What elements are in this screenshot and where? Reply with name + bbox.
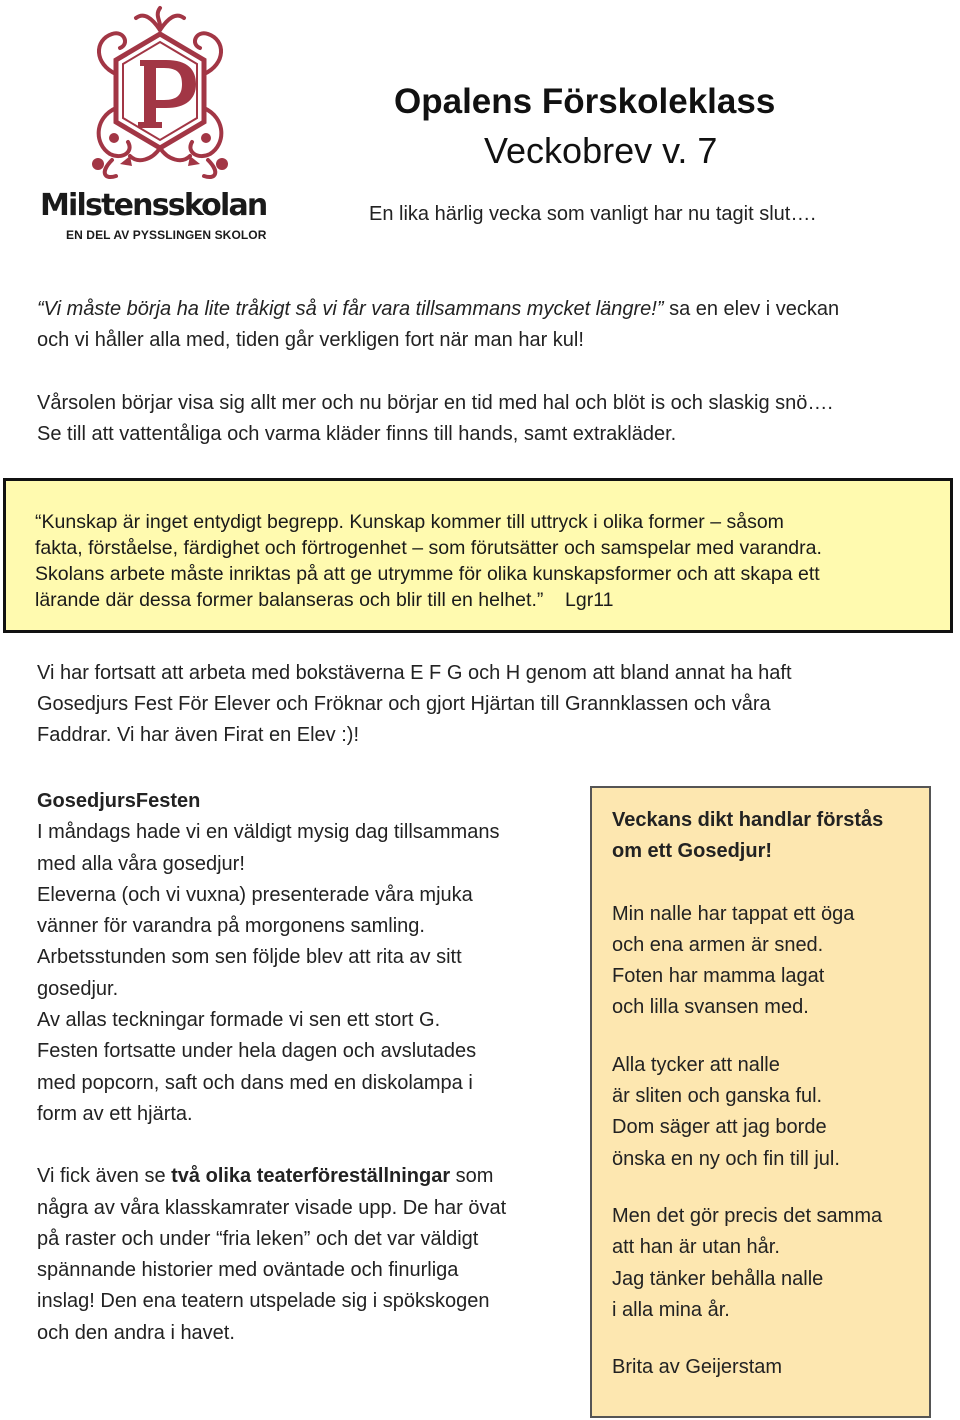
party-line: Av allas teckningar formade vi sen ett stort G. [37, 1009, 441, 1032]
poem-line: i alla mina år. [612, 1298, 730, 1321]
letters-line: Vi har fortsatt att arbeta med bokstäverna E F G och H genom att bland annat ha haft [37, 662, 792, 684]
poem-line: och lilla svansen med. [612, 996, 809, 1019]
poem-author: Brita av Geijerstam [612, 1356, 783, 1379]
school-name: Milstensskolan [40, 188, 267, 223]
party-line: Eleverna (och vi vuxna) presenterade våra mjuka [37, 883, 473, 906]
party-line: med popcorn, saft och dans med en diskolampa i [37, 1071, 473, 1094]
tagline: En lika härlig vecka som vanligt har nu tagit slut…. [369, 203, 816, 225]
theatre-prefix: Vi fick även se [37, 1165, 172, 1188]
school-logo [38, 4, 288, 244]
letters-line: Gosedjurs Fest För Elever och Fröknar och gjort Hjärtan till Grannklassen och våra [37, 693, 771, 715]
letters-line: Faddrar. Vi har även Firat en Elev :)! [37, 724, 360, 746]
theatre-highlight: två olika teaterföreställningar [171, 1165, 451, 1188]
poem-line: Men det gör precis det samma [612, 1204, 883, 1227]
theatre-line: på raster och under “fria leken” och det var väldigt [37, 1227, 479, 1250]
student-quote: “Vi måste börja ha lite tråkigt så vi får vara tillsammans mycket längre!” [37, 298, 664, 320]
theatre-line: några av våra klasskamrater visade upp. De har övat [37, 1196, 507, 1219]
curriculum-quote-line: lärande där dessa former balanseras och blir till en helhet.” Lgr11 [35, 589, 614, 611]
curriculum-quote-line: “Kunskap är inget entydigt begrepp. Kunskap kommer till uttryck i olika former – såsom [35, 511, 784, 533]
weather-line-2: Se till att vattentåliga och varma kläder finns till hands, samt extrakläder. [37, 423, 677, 445]
intro-paragraph [37, 294, 937, 356]
party-section [37, 786, 567, 1349]
curriculum-quote-box [3, 478, 953, 633]
theatre-line: spännande historier med oväntade och finurliga [37, 1259, 459, 1282]
poem-line: Foten har mamma lagat [612, 965, 825, 988]
theatre-line: och den andra i havet. [37, 1321, 235, 1344]
party-line: gosedjur. [37, 977, 119, 1000]
party-line: Arbetsstunden som sen följde blev att rita av sitt [37, 946, 462, 969]
class-title: Opalens Förskoleklass [394, 82, 776, 121]
poem-heading-line: Veckans dikt handlar förstås [612, 809, 884, 831]
intro-line-1-rest: sa en elev i veckan [663, 298, 840, 320]
poem-line: önska en ny och fin till jul. [612, 1147, 840, 1170]
poem [612, 805, 922, 1383]
poem-line: Dom säger att jag borde [612, 1116, 827, 1139]
poem-line: Alla tycker att nalle [612, 1053, 780, 1076]
curriculum-quote-line: fakta, förståelse, färdighet och förtrogenhet – som förutsätter och samspelar med varandra. [35, 537, 822, 559]
party-line: vänner för varandra på morgonens samling. [37, 915, 425, 938]
poem-line: är sliten och ganska ful. [612, 1085, 823, 1108]
curriculum-quote [35, 509, 935, 613]
theatre-suffix: som [450, 1165, 494, 1188]
poem-stanza-1 [612, 899, 922, 1024]
theatre-line [37, 1161, 567, 1192]
pysslingen-p-emblem-icon [38, 4, 288, 184]
theatre-line: inslag! Den ena teatern utspelade sig i spökskogen [37, 1290, 490, 1313]
intro-line-1 [37, 294, 937, 325]
party-heading: GosedjursFesten [37, 790, 201, 812]
letter-week-title: Veckobrev v. 7 [484, 130, 718, 171]
poem-stanza-3 [612, 1201, 922, 1326]
curriculum-quote-line: Skolans arbete måste inriktas på att ge utrymme för olika kunskapsformer och att skapa ett [35, 563, 820, 585]
weather-paragraph [37, 388, 937, 450]
poem-heading-line: om ett Gosedjur! [612, 840, 773, 863]
poem-line: Jag tänker behålla nalle [612, 1267, 824, 1290]
poem-line: och ena armen är sned. [612, 933, 824, 956]
intro-line-2: och vi håller alla med, tiden går verkligen fort när man har kul! [37, 329, 584, 351]
poem-box [590, 786, 931, 1418]
weather-line-1: Vårsolen börjar visa sig allt mer och nu börjar en tid med hal och blöt is och slaskig snö…. [37, 392, 833, 414]
party-line: I måndags hade vi en väldigt mysig dag tillsammans [37, 821, 500, 844]
party-line: Festen fortsatte under hela dagen och avslutades [37, 1040, 477, 1063]
poem-stanza-2 [612, 1050, 922, 1175]
poem-line: Min nalle har tappat ett öga [612, 902, 855, 925]
party-line: form av ett hjärta. [37, 1102, 193, 1125]
poem-line: att han är utan hår. [612, 1236, 780, 1259]
school-network-label: EN DEL AV PYSSLINGEN SKOLOR [66, 228, 267, 242]
party-line: med alla våra gosedjur! [37, 852, 245, 875]
letters-paragraph [37, 658, 937, 751]
